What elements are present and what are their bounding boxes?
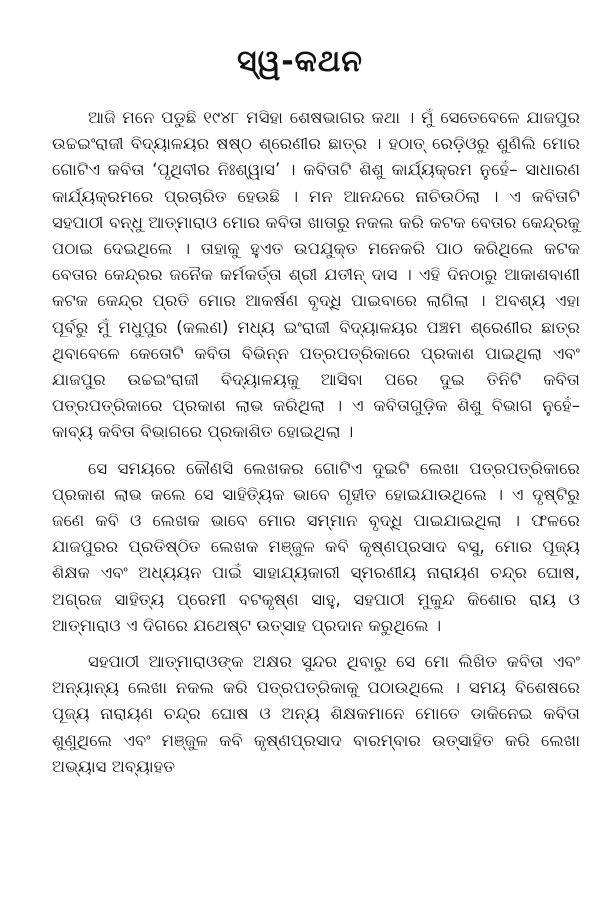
paragraph-1: ଆଜି ମନେ ପଡୁଛି ୧୯୪୮ ମସିହା ଶେଷଭାଗର କଥା । ମୁଁ ସେତେବେଳେ ଯାଜପୁର ଉଚ୍ଚଇଂରାଜୀ ବିଦ୍ୟାଳୟର ଷଷ୍ଠ ଶ୍ରେଣୀର ଛାତ୍ର । ହଠାତ୍ ରେଡ଼ିଓରୁ ଶୁଣିଲି ମୋର ଗୋଟିଏ କବିତା ‘ପୃଥିବୀର ନିଃଶ୍ୱାସ’ । କବିତାଟି ଶିଶୁ କାର୍ଯ୍ୟକ୍ରମ ନୁହେଁ– ସାଧାରଣ କାର୍ଯ୍ୟକ୍ରମରେ ପ୍ରଚାରିତ ହେଉଛି । ମନ ଆନନ୍ଦରେ ନାଚିଉଠିଲା । ଏ କବିତାଟି ସହପାଠୀ ବନ୍ଧୁ ଆତ୍ମାରାଓ ମୋର କବିତା ଖାତାରୁ ନକଲ କରି କଟକ ବେତାର କେନ୍ଦ୍ରକୁ ପଠାଇ ଦେଇଥିଲେ । ତାହାକୁ ହୁଏତ ଉପଯୁକ୍ତ ମନେକରି ପାଠ କରିଥିଲେ କଟକ ବେତାର କେନ୍ଦ୍ରର ଜନୈକ କର୍ମକର୍ତ୍ତା ଶ୍ରୀ ଯତୀନ୍ ଦାସ । ଏହି ଦିନଠାରୁ ଆକାଶବାଣୀ କଟକ କେନ୍ଦ୍ର ପ୍ରତି ମୋର ଆକର୍ଷଣ ବୃଦ୍ଧି ପାଇବାରେ ଲାଗିଲା । ଅବଶ୍ୟ ଏହା ପୂର୍ବରୁ ମୁଁ ମଧୁପୁର (କଲଣ) ମଧ୍ୟ ଇଂରାଜୀ ବିଦ୍ୟାଳୟର ପଞ୍ଚମ ଶ୍ରେଣୀର ଛାତ୍ର ଥିବାବେଳେ କେତୋଟି କବିତା ବିଭିନ୍ନ ପତ୍ରପତ୍ରିକାରେ ପ୍ରକାଶ ପାଇଥିଲା ଏବଂ ଯାଜପୁର ଉଚ୍ଚଇଂରାଜୀ ବିଦ୍ୟାଳୟକୁ ଆସିବା ପରେ ଦୁଇ ତିନିଟି କବିତା ପତ୍ରପତ୍ରିକାରେ ପ୍ରକାଶ ଲାଭ କରିଥିଲା । ଏ କବିତାଗୁଡ଼ିକ ଶିଶୁ ବିଭାଗ ନୁହେଁ–କାବ୍ୟ କବିତା ବିଭାଗରେ ପ୍ରକାଶିତ ହୋଇଥିଲା । xyxy=(52,108,580,442)
paragraph-2: ସେ ସମୟରେ କୌଣସି ଲେଖକର ଗୋଟିଏ ଦୁଇଟି ଲେଖା ପତ୍ରପତ୍ରିକାରେ ପ୍ରକାଶ ଲାଭ କଲେ ସେ ସାହିତ୍ୟିକ ଭାବେ ଗୃହୀତ ହୋଇଯାଉଥିଲେ । ଏ ଦୃଷ୍ଟିରୁ ଜଣେ କବି ଓ ଲେଖକ ଭାବେ ମୋର ସମ୍ମାନ ବୃଦ୍ଧି ପାଇଯାଇଥିଲା । ଫଳରେ ଯାଜପୁରର ପ୍ରତିଷ୍ଠିତ ଲେଖକ ମଞ୍ଜୁଳ କବି କୃଷ୍ଣପ୍ରସାଦ ବସୁ, ମୋର ପୂଜ୍ୟ ଶିକ୍ଷକ ଏବଂ ଅଧ୍ୟୟନ ପାଇଁ ସାହାଯ୍ୟକାରୀ ସ୍ମରଣୀୟ ନାରାୟଣ ଚନ୍ଦ୍ର ଘୋଷ, ଅଗ୍ରଜ ସାହିତ୍ୟ ପ୍ରେମୀ ବଟକୃଷ୍ଣ ସାହୁ, ସହପାଠୀ ମୁକୁନ୍ଦ କିଶୋର ରାୟ ଓ ଆତ୍ମାରାଓ ଏ ଦିଗରେ ଯଥେଷ୍ଟ ଉତ୍ସାହ ପ୍ରଦାନ କରୁଥିଲେ । xyxy=(52,458,580,635)
page-title: ସ୍ୱ-କଥନ xyxy=(237,44,363,79)
body-text xyxy=(52,105,580,780)
paragraph-3: ସହପାଠୀ ଆତ୍ମାରାଓଙ୍କ ଅକ୍ଷର ସୁନ୍ଦର ଥିବାରୁ ସେ ମୋ ଲିଖିତ କବିତା ଏବଂ ଅନ୍ୟାନ୍ୟ ଲେଖା ନକଲ କରି ପତ୍ରପତ୍ରିକାକୁ ପଠାଉଥିଲେ । ସମୟ ବିଶେଷରେ ପୂଜ୍ୟ ନାରାୟଣ ଚନ୍ଦ୍ର ଘୋଷ ଓ ଅନ୍ୟ ଶିକ୍ଷକମାନେ ମୋତେ ଡାକିନେଇ କବିତା ଶୁଣୁଥିଲେ ଏବଂ ମଞ୍ଜୁଳ କବି କୃଷ୍ଣପ୍ରସାଦ ବାରମ୍ବାର ଉତ୍ସାହିତ କରି ଲେଖା ଅଭ୍ୟାସ ଅବ୍ୟାହତ xyxy=(52,652,580,776)
